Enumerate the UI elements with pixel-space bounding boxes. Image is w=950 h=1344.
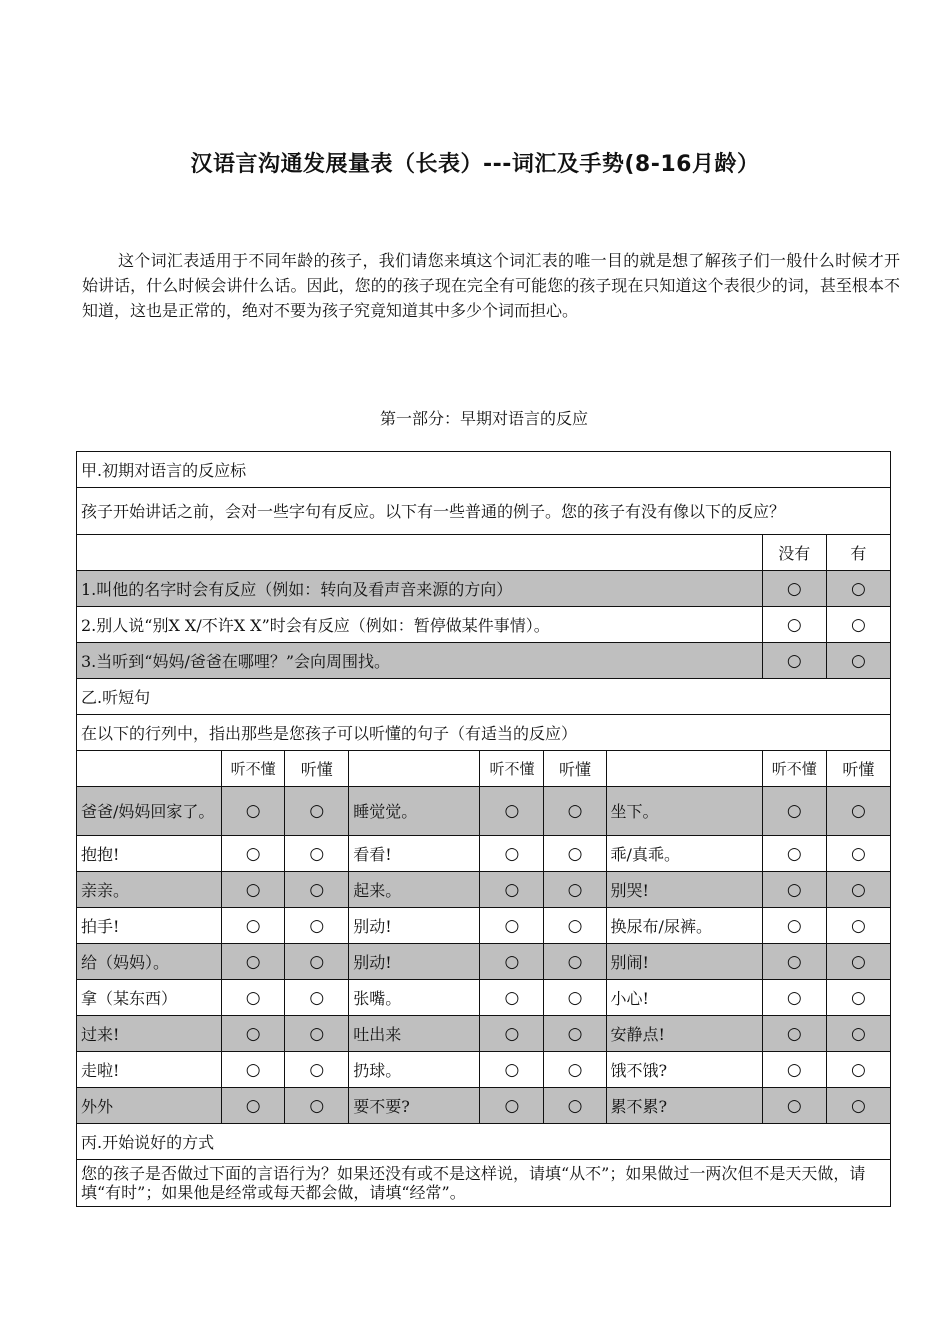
phrase-row — [77, 836, 891, 872]
radio-option[interactable]: ○ — [285, 836, 349, 872]
radio-option[interactable]: ○ — [480, 1088, 544, 1124]
section-b-note: 在以下的行列中，指出那些是您孩子可以听懂的句子（有适当的反应） — [77, 715, 891, 751]
phrase-label: 看看! — [349, 836, 480, 872]
radio-option[interactable]: ○ — [826, 607, 890, 643]
phrase-label: 安静点! — [606, 1016, 762, 1052]
radio-option[interactable]: ○ — [222, 980, 285, 1016]
col-header-not-understand: 听不懂 — [480, 751, 544, 787]
phrase-row — [77, 980, 891, 1016]
radio-option[interactable]: ○ — [480, 908, 544, 944]
col-header-understand: 听懂 — [826, 751, 890, 787]
radio-option[interactable]: ○ — [544, 944, 606, 980]
section-heading-row — [77, 1124, 891, 1160]
radio-option[interactable]: ○ — [480, 980, 544, 1016]
phrase-label: 坐下。 — [606, 787, 762, 836]
phrase-label: 别闹! — [606, 944, 762, 980]
phrase-row — [77, 1088, 891, 1124]
radio-option[interactable]: ○ — [826, 836, 890, 872]
radio-option[interactable]: ○ — [826, 872, 890, 908]
phrase-label: 给（妈妈）。 — [77, 944, 222, 980]
phrase-label: 张嘴。 — [349, 980, 480, 1016]
radio-option[interactable]: ○ — [762, 836, 826, 872]
radio-option[interactable]: ○ — [222, 1088, 285, 1124]
question-label: 1.叫他的名字时会有反应（例如：转向及看声音来源的方向） — [77, 571, 763, 607]
phrase-label: 要不要? — [349, 1088, 480, 1124]
col-header-understand: 听懂 — [544, 751, 606, 787]
radio-option[interactable]: ○ — [762, 1052, 826, 1088]
phrase-row — [77, 908, 891, 944]
radio-option[interactable]: ○ — [826, 643, 890, 679]
radio-option[interactable]: ○ — [480, 787, 544, 836]
radio-option[interactable]: ○ — [762, 787, 826, 836]
phrase-label: 扔球。 — [349, 1052, 480, 1088]
radio-option[interactable]: ○ — [222, 944, 285, 980]
phrase-label: 外外 — [77, 1088, 222, 1124]
radio-option[interactable]: ○ — [826, 1088, 890, 1124]
phrase-label: 吐出来 — [349, 1016, 480, 1052]
radio-option[interactable]: ○ — [826, 908, 890, 944]
radio-option[interactable]: ○ — [762, 607, 826, 643]
radio-option[interactable]: ○ — [826, 571, 890, 607]
blank-header — [77, 751, 222, 787]
column-header-row — [77, 751, 891, 787]
radio-option[interactable]: ○ — [762, 1016, 826, 1052]
radio-option[interactable]: ○ — [762, 944, 826, 980]
section-b-heading: 乙.听短句 — [77, 679, 891, 715]
question-row — [77, 607, 891, 643]
phrase-label: 换尿布/尿裤。 — [606, 908, 762, 944]
question-row — [77, 571, 891, 607]
phrase-label: 乖/真乖。 — [606, 836, 762, 872]
section-c-heading: 丙.开始说好的方式 — [77, 1124, 891, 1160]
radio-option[interactable]: ○ — [762, 980, 826, 1016]
blank-header — [349, 751, 480, 787]
phrase-label: 睡觉觉。 — [349, 787, 480, 836]
radio-option[interactable]: ○ — [285, 1088, 349, 1124]
survey-table — [76, 451, 891, 1207]
phrase-label: 累不累? — [606, 1088, 762, 1124]
radio-option[interactable]: ○ — [480, 872, 544, 908]
question-row — [77, 643, 891, 679]
radio-option[interactable]: ○ — [544, 980, 606, 1016]
radio-option[interactable]: ○ — [285, 872, 349, 908]
phrase-label: 别动! — [349, 944, 480, 980]
phrase-label: 拿（某东西） — [77, 980, 222, 1016]
radio-option[interactable]: ○ — [762, 1088, 826, 1124]
radio-option[interactable]: ○ — [285, 1016, 349, 1052]
radio-option[interactable]: ○ — [285, 944, 349, 980]
section-note-row — [77, 488, 891, 535]
radio-option[interactable]: ○ — [285, 980, 349, 1016]
col-header-no: 没有 — [762, 535, 826, 571]
radio-option[interactable]: ○ — [480, 1052, 544, 1088]
phrase-label: 饿不饿? — [606, 1052, 762, 1088]
radio-option[interactable]: ○ — [826, 787, 890, 836]
radio-option[interactable]: ○ — [826, 980, 890, 1016]
col-header-yes: 有 — [826, 535, 890, 571]
section-heading-row — [77, 452, 891, 488]
phrase-label: 别哭! — [606, 872, 762, 908]
radio-option[interactable]: ○ — [762, 872, 826, 908]
radio-option[interactable]: ○ — [480, 944, 544, 980]
radio-option[interactable]: ○ — [222, 1016, 285, 1052]
radio-option[interactable]: ○ — [762, 643, 826, 679]
phrase-label: 亲亲。 — [77, 872, 222, 908]
phrase-row — [77, 787, 891, 836]
part-title: 第一部分：早期对语言的反应 — [379, 409, 588, 428]
section-note-row — [77, 1160, 891, 1207]
question-label: 3.当听到“妈妈/爸爸在哪哩？”会向周围找。 — [77, 643, 763, 679]
question-label: 2.别人说“别X X/不许X X”时会有反应（例如：暂停做某件事情）。 — [77, 607, 763, 643]
phrase-label: 爸爸/妈妈回家了。 — [77, 787, 222, 836]
page-title: 汉语言沟通发展量表（长表）---词汇及手势(8-16月龄） — [190, 152, 760, 177]
phrase-label: 起来。 — [349, 872, 480, 908]
radio-option[interactable]: ○ — [480, 1016, 544, 1052]
radio-option[interactable]: ○ — [222, 872, 285, 908]
section-heading-row — [77, 679, 891, 715]
phrase-row — [77, 944, 891, 980]
blank-header — [606, 751, 762, 787]
phrase-label: 别动! — [349, 908, 480, 944]
blank-header — [77, 535, 763, 571]
col-header-not-understand: 听不懂 — [762, 751, 826, 787]
phrase-label: 抱抱! — [77, 836, 222, 872]
radio-option[interactable]: ○ — [285, 908, 349, 944]
section-note-row — [77, 715, 891, 751]
radio-option[interactable]: ○ — [222, 836, 285, 872]
radio-option[interactable]: ○ — [762, 908, 826, 944]
col-header-understand: 听懂 — [285, 751, 349, 787]
radio-option[interactable]: ○ — [544, 1052, 606, 1088]
radio-option[interactable]: ○ — [285, 787, 349, 836]
radio-option[interactable]: ○ — [222, 787, 285, 836]
section-a-heading: 甲.初期对语言的反应标 — [77, 452, 891, 488]
phrase-label: 走啦! — [77, 1052, 222, 1088]
radio-option[interactable]: ○ — [762, 571, 826, 607]
radio-option[interactable]: ○ — [826, 1052, 890, 1088]
phrase-label: 过来! — [77, 1016, 222, 1052]
radio-option[interactable]: ○ — [544, 908, 606, 944]
radio-option[interactable]: ○ — [826, 944, 890, 980]
col-header-not-understand: 听不懂 — [222, 751, 285, 787]
phrase-row — [77, 1052, 891, 1088]
radio-option[interactable]: ○ — [544, 1016, 606, 1052]
radio-option[interactable]: ○ — [544, 872, 606, 908]
radio-option[interactable]: ○ — [285, 1052, 349, 1088]
radio-option[interactable]: ○ — [222, 908, 285, 944]
phrase-row — [77, 872, 891, 908]
phrase-row — [77, 1016, 891, 1052]
radio-option[interactable]: ○ — [480, 836, 544, 872]
intro-paragraph: 这个词汇表适用于不同年龄的孩子，我们请您来填这个词汇表的唯一目的就是想了解孩子们一般什么时候才开始讲话，什么时候会讲什么话。因此，您的的孩子现在完全有可能您的孩子现在只知道这个表很少的词，甚至根本不知道，这也是正常的，绝对不要为孩子究竟知道其中多少个词而担心。 — [82, 251, 900, 320]
section-c-note: 您的孩子是否做过下面的言语行为？如果还没有或不是这样说，请填“从不”；如果做过一两次但不是天天做，请填“有时”；如果他是经常或每天都会做，请填“经常”。 — [77, 1160, 891, 1207]
phrase-label: 拍手! — [77, 908, 222, 944]
phrase-label: 小心! — [606, 980, 762, 1016]
column-header-row — [77, 535, 891, 571]
radio-option[interactable]: ○ — [544, 836, 606, 872]
radio-option[interactable]: ○ — [544, 1088, 606, 1124]
radio-option[interactable]: ○ — [544, 787, 606, 836]
radio-option[interactable]: ○ — [222, 1052, 285, 1088]
section-a-note: 孩子开始讲话之前，会对一些字句有反应。以下有一些普通的例子。您的孩子有没有像以下的反应？ — [77, 488, 891, 535]
radio-option[interactable]: ○ — [826, 1016, 890, 1052]
